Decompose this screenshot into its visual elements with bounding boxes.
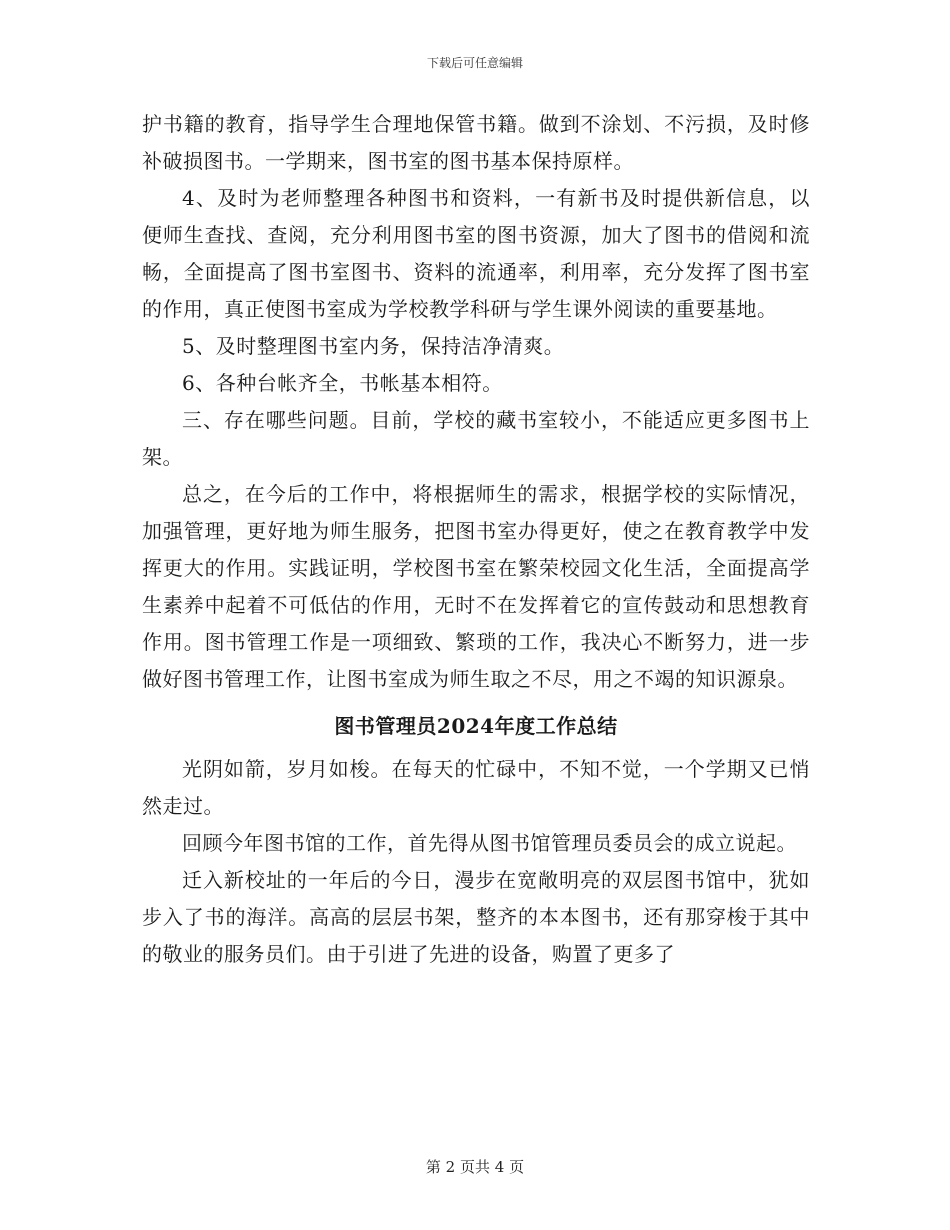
- paragraph: 回顾今年图书馆的工作，首先得从图书馆管理员委员会的成立说起。: [182, 831, 797, 855]
- page-header: 下载后可任意编辑: [426, 56, 523, 70]
- paragraph: 迁入新校址的一年后的今日，漫步在宽敞明亮的双层图书馆中，犹如步入了书的海洋。高高的层层书架，整齐的本本图书，还有那穿梭于其中的敬业的服务员们。由于引进了先进的设备，购置了更多了: [142, 868, 810, 966]
- page-footer: 第 2 页共 4 页: [425, 1158, 525, 1176]
- document-body: [142, 106, 810, 973]
- paragraph: 4、及时为老师整理各种图书和资料，一有新书及时提供新信息，以便师生查找、查阅，充分利用图书室的图书资源，加大了图书的借阅和流畅，全面提高了图书室图书、资料的流通率，利用率，充分发挥了图书室的作用，真正使图书室成为学校教学科研与学生课外阅读的重要基地。: [142, 186, 810, 321]
- paragraph: 5、及时整理图书室内务，保持洁净清爽。: [182, 334, 565, 358]
- paragraph: 总之，在今后的工作中，将根据师生的需求，根据学校的实际情况，加强管理，更好地为师生服务，把图书室办得更好，使之在教育教学中发挥更大的作用。实践证明，学校图书室在繁荣校园文化生活，全面提高学生素养中起着不可低估的作用，无时不在发挥着它的宣传鼓动和思想教育作用。图书管理工作是一项细致、繁琐的工作，我决心不断努力，进一步做好图书管理工作，让图书室成为师生取之不尽，用之不竭的知识源泉。: [142, 482, 810, 691]
- paragraph: 三、存在哪些问题。目前，学校的藏书室较小，不能适应更多图书上架。: [142, 408, 810, 469]
- paragraph: 护书籍的教育，指导学生合理地保管书籍。做到不涂划、不污损，及时修补破损图书。一学期来，图书室的图书基本保持原样。: [142, 112, 810, 173]
- paragraph: 光阴如箭，岁月如梭。在每天的忙碌中，不知不觉，一个学期又已悄然走过。: [142, 757, 810, 818]
- paragraph: 6、各种台帐齐全，书帐基本相符。: [182, 371, 503, 395]
- section-title: 图书管理员2024年度工作总结: [334, 714, 618, 738]
